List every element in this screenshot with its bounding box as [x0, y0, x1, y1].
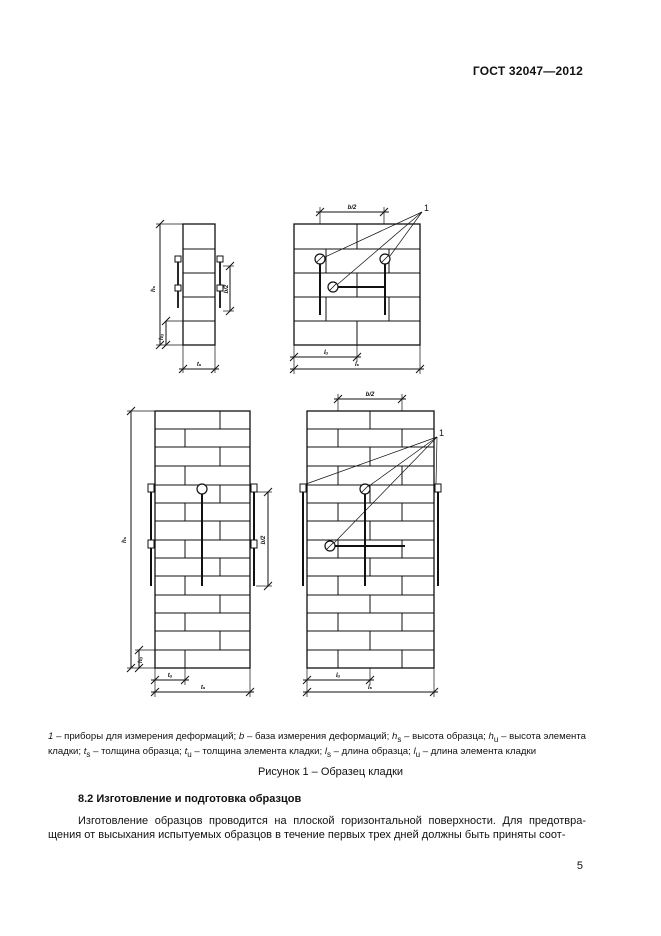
label-tu-tall: tᵤ — [167, 673, 173, 679]
callout-1-tall: 1 — [439, 428, 445, 438]
section-heading: 8.2 Изготовление и подготовка образцов — [78, 793, 302, 805]
front-view-small — [290, 207, 424, 374]
label-ts-small: tₛ — [196, 362, 202, 368]
figure-legend: 1 – приборы для измерения деформаций; b – база измерения деформаций; $h_s$ – высота образца; $h_u$ – высота элемента кладки; $t_s$ – толщина образца; $t_u$ – толщина элемента кладки; $l_s$ – длина образца; $l_u$ – длина элемента кладки — [48, 731, 586, 760]
label-lu-tall: lᵤ — [335, 673, 341, 679]
body-paragraph: Изготовление образцов проводится на плоской горизонтальной поверхности. Для предотвра-щения от высыхания испытуемых образцов в течение первых трех дней должны быть приняты соот- — [48, 815, 586, 841]
figure-title: Рисунок 1 – Образец кладки — [257, 766, 404, 778]
side-view-tall — [127, 407, 272, 697]
callout-1-small: 1 — [424, 203, 430, 213]
label-b2-vertical-small: b/2 — [224, 284, 230, 294]
document-code: ГОСТ 32047—2012 — [472, 64, 583, 78]
label-ls-small: lₛ — [355, 362, 359, 368]
label-hu-small: hᵤ — [159, 333, 165, 341]
label-b2-vertical-tall: b/2 — [261, 535, 267, 545]
label-hs-small: hₛ — [151, 286, 157, 292]
side-view-small — [156, 220, 234, 373]
front-view-tall — [300, 394, 441, 697]
page-number: 5 — [576, 860, 583, 872]
label-hs-tall: hₛ — [122, 537, 128, 543]
label-lu-small: lᵤ — [323, 350, 329, 356]
label-b2-top-tall: b/2 — [365, 392, 375, 398]
label-b2-top-small: b/2 — [347, 205, 357, 211]
label-ts-tall: tₛ — [200, 685, 206, 691]
label-hu-tall: hᵤ — [138, 656, 144, 664]
label-ls-tall: lₛ — [368, 685, 372, 691]
